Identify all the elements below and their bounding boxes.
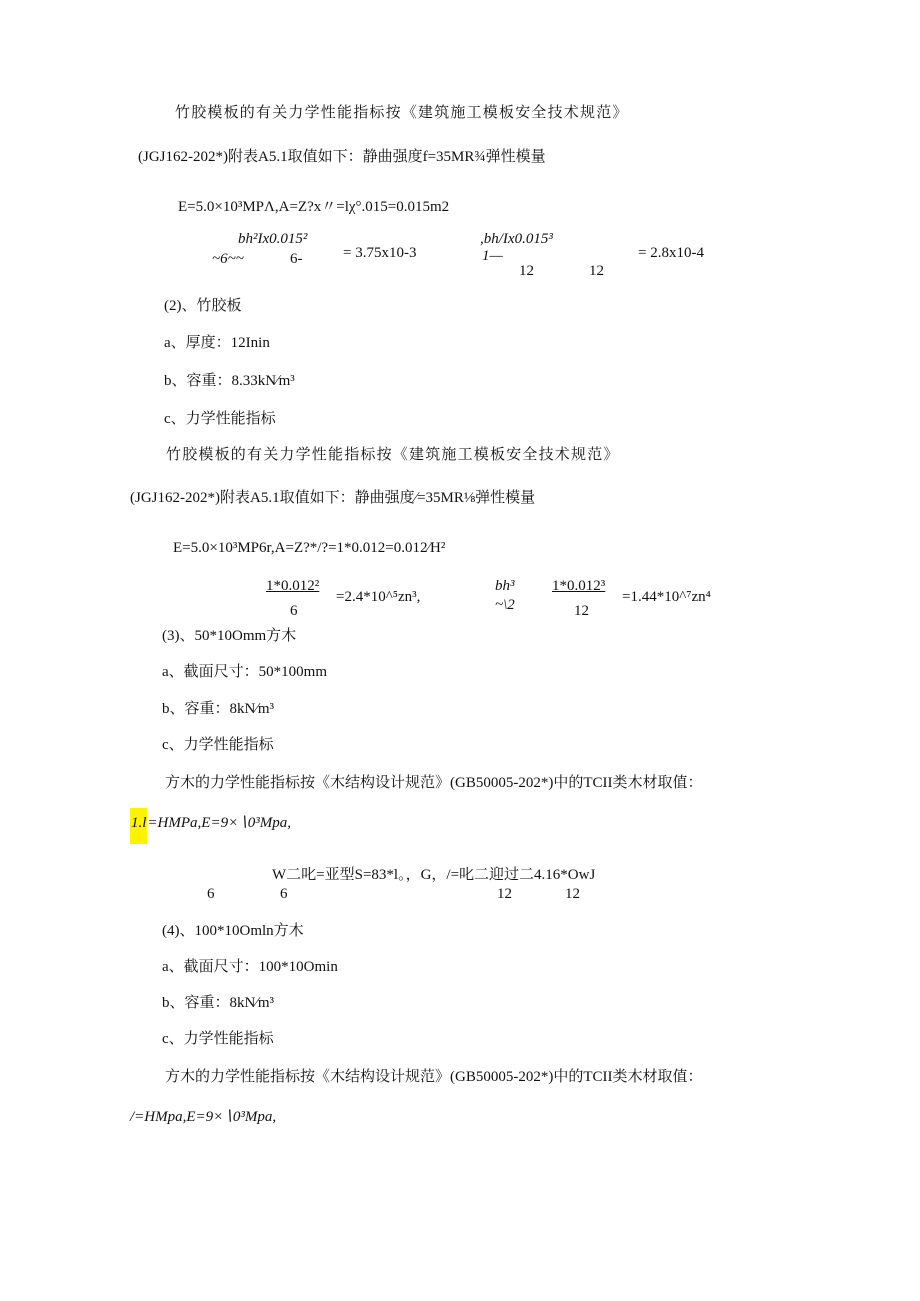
calc-line: W二叱=亚型S=83*l。，G，/=叱二迎过二4.16*OwJ (272, 867, 596, 883)
w2-result: =2.4*10^⁵zn³, (336, 589, 421, 605)
i-left-mark: 1— (482, 248, 503, 264)
item-density-4: b、容重：8kN∕m³ (162, 995, 275, 1011)
w-denominator: 6- (290, 251, 303, 267)
para-bamboo-line1: 竹胶模板的有关力学性能指标按《建筑施工模板安全技术规范》 (175, 105, 629, 121)
para-bamboo2-line1: 竹胶模板的有关力学性能指标按《建筑施工模板安全技术规范》 (166, 447, 620, 463)
calc-denominator-4: 12 (565, 886, 580, 902)
w-numerator: bh²Ix0.015² (238, 231, 308, 247)
item-mechanical-3: c、力学性能指标 (162, 737, 274, 753)
item-section-size-4: a、截面尺寸：100*10Omin (162, 959, 338, 975)
para-bamboo2-line2: (JGJ162-202*)附表A5.1取值如下：静曲强度∕=35MR⅛弹性模量 (130, 490, 536, 506)
formula-timber (130, 814, 291, 844)
item-mechanical-4: c、力学性能指标 (162, 1031, 274, 1047)
heading-timber-100x100: (4)、100*10Omln方木 (162, 923, 304, 939)
w-left-mark: ~6~~ (212, 251, 244, 267)
formula-timber-4: /=HMpa,E=9×∖0³Mpa, (130, 1109, 277, 1125)
i-denominator-2: 12 (589, 263, 604, 279)
i2-numerator: 1*0.012³ (552, 578, 606, 594)
para-timber-spec: 方木的力学性能指标按《木结构设计规范》(GB50005-202*)中的TCII类木材取值： (165, 775, 703, 791)
i-denominator-1: 12 (519, 263, 534, 279)
heading-timber-50x100: (3)、50*10Omm方木 (162, 628, 297, 644)
w2-denominator: 6 (290, 603, 298, 619)
bh-denominator: ~\2 (495, 597, 515, 613)
calc-denominator-1: 6 (207, 886, 215, 902)
i2-result: =1.44*10^⁷zn⁴ (622, 589, 711, 605)
item-mechanical: c、力学性能指标 (164, 411, 276, 427)
formula-modulus-2: E=5.0×10³MP6r,A=Z?*/?=1*0.012=0.012∕H² (173, 540, 446, 556)
highlight-mark: 1.l (130, 808, 147, 844)
w2-numerator: 1*0.012² (266, 578, 320, 594)
heading-bamboo-board: (2)、竹胶板 (164, 298, 242, 314)
i2-denominator: 12 (574, 603, 589, 619)
formula-timber-rest: =HMPa,E=9×∖0³Mpa, (147, 815, 291, 831)
para-bamboo-line2: (JGJ162-202*)附表A5.1取值如下：静曲强度f=35MR¾弹性模量 (138, 149, 546, 165)
calc-denominator-2: 6 (280, 886, 288, 902)
w-result: = 3.75x10-3 (343, 245, 417, 261)
bh-numerator: bh³ (495, 578, 515, 594)
para-timber-spec-4: 方木的力学性能指标按《木结构设计规范》(GB50005-202*)中的TCII类木材取值： (165, 1069, 703, 1085)
calc-denominator-3: 12 (497, 886, 512, 902)
item-thickness: a、厚度：12Inin (164, 335, 270, 351)
item-density-3: b、容重：8kN∕m³ (162, 701, 275, 717)
i-numerator: ,bh/Ix0.015³ (480, 231, 553, 247)
formula-modulus: E=5.0×10³MPΛ,A=Z?x〃=lχ°.015=0.015m2 (178, 199, 450, 215)
item-section-size: a、截面尺寸：50*100mm (162, 664, 327, 680)
item-density: b、容重：8.33kN∕m³ (164, 373, 295, 389)
i-result: = 2.8x10-4 (638, 245, 704, 261)
